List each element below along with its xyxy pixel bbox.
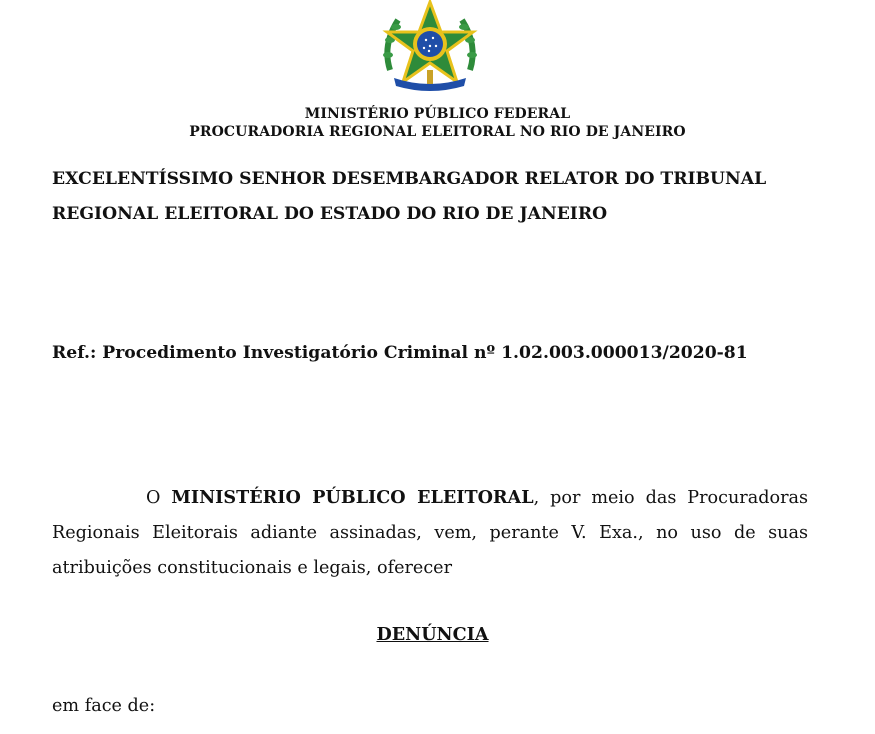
header-procuradoria: PROCURADORIA REGIONAL ELEITORAL NO RIO DE JANEIRO (189, 124, 686, 140)
document-type-title: DENÚNCIA (376, 624, 489, 645)
closing-line: em face de: (52, 696, 156, 716)
reference-line: Ref.: Procedimento Investigatório Criminal nº 1.02.003.000013/2020-81 (52, 343, 748, 363)
brazil-coat-of-arms-icon (376, 0, 484, 92)
body-prefix: O (146, 488, 172, 508)
body-paragraph (52, 480, 808, 586)
body-text: , por meio das Procuradoras Regionais Eleitorais adiante assinadas, vem, perante V. Exa., no uso de suas atribuições constitucionais e legais, oferecer (52, 488, 808, 578)
addressee: EXCELENTÍSSIMO SENHOR DESEMBARGADOR RELATOR DO TRIBUNAL REGIONAL ELEITORAL DO ESTADO DO RIO DE JANEIRO (52, 169, 767, 224)
header-ministry: MINISTÉRIO PÚBLICO FEDERAL (304, 106, 571, 122)
body-entity: MINISTÉRIO PÚBLICO ELEITORAL (171, 487, 534, 508)
